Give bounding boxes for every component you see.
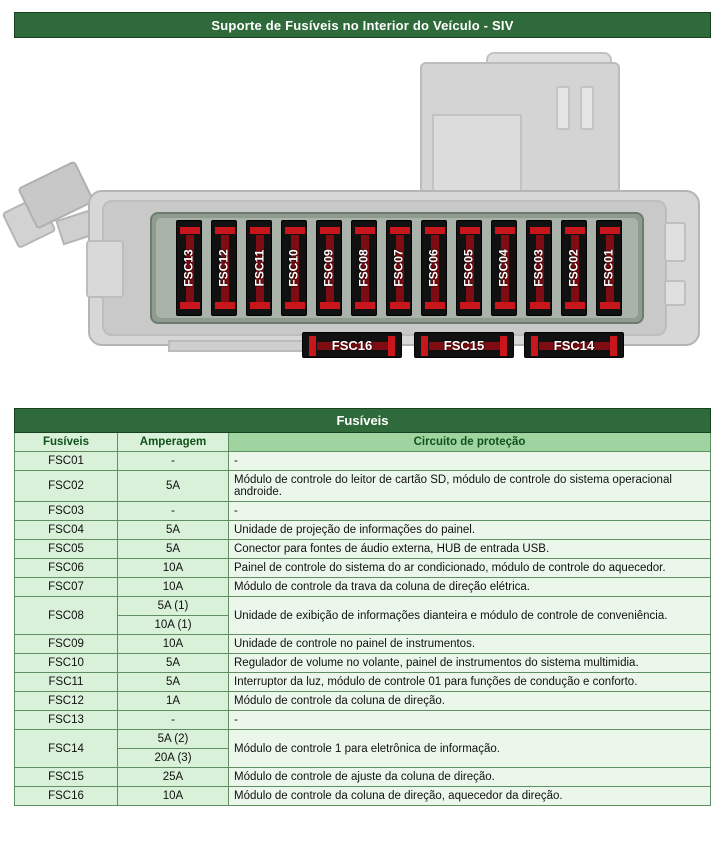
fuse-contact-top bbox=[425, 227, 445, 234]
fuse-fsc09[interactable] bbox=[316, 220, 342, 316]
cell-amperage: 5A bbox=[118, 540, 229, 559]
cell-amperage: 25A bbox=[118, 768, 229, 787]
cell-amperage: 10A bbox=[118, 635, 229, 654]
cell-fuse: FSC15 bbox=[15, 768, 118, 787]
fuse-contact-bottom bbox=[285, 302, 305, 309]
cell-fuse: FSC07 bbox=[15, 578, 118, 597]
fuse-contact-top bbox=[460, 227, 480, 234]
table-row bbox=[15, 768, 711, 787]
fuse-label: FSC14 bbox=[553, 337, 595, 353]
fuse-table-container bbox=[14, 408, 711, 806]
fuse-fsc01[interactable] bbox=[596, 220, 622, 316]
fuse-contact-top bbox=[215, 227, 235, 234]
cell-description: Módulo de controle de ajuste da coluna de direção. bbox=[229, 768, 711, 787]
fuse-label: FSC02 bbox=[567, 249, 582, 287]
table-row bbox=[15, 673, 711, 692]
fuse-label: FSC06 bbox=[427, 249, 442, 287]
cell-amperage: 5A bbox=[118, 673, 229, 692]
table-title: Fusíveis bbox=[15, 409, 711, 433]
fuse-contact-bottom bbox=[320, 302, 340, 309]
cell-amperage: 5A (2) bbox=[118, 730, 229, 749]
fuse-label: FSC07 bbox=[392, 249, 407, 287]
table-row bbox=[15, 692, 711, 711]
cell-fuse: FSC05 bbox=[15, 540, 118, 559]
fuse-fsc13[interactable] bbox=[176, 220, 202, 316]
column-header-fuse: Fusíveis bbox=[15, 433, 118, 452]
cell-description: Módulo de controle 1 para eletrônica de informação. bbox=[229, 730, 711, 768]
fuse-fsc08[interactable] bbox=[351, 220, 377, 316]
fuse-contact-left bbox=[309, 336, 316, 356]
fuse-contact-right bbox=[500, 336, 507, 356]
fuse-label: FSC05 bbox=[462, 249, 477, 287]
column-header-amperage: Amperagem bbox=[118, 433, 229, 452]
cell-amperage: 5A bbox=[118, 471, 229, 502]
fuse-label: FSC11 bbox=[252, 249, 266, 287]
table-header-row bbox=[15, 433, 711, 452]
fuse-label: FSC16 bbox=[331, 337, 373, 353]
cell-fuse: FSC13 bbox=[15, 711, 118, 730]
cell-amperage: 1A bbox=[118, 692, 229, 711]
cell-description: - bbox=[229, 452, 711, 471]
table-row bbox=[15, 540, 711, 559]
cell-description: Interruptor da luz, módulo de controle 01 para funções de condução e conforto. bbox=[229, 673, 711, 692]
fuse-contact-top bbox=[390, 227, 410, 234]
fuse-contact-top bbox=[565, 227, 585, 234]
column-header-circuit: Circuito de proteção bbox=[229, 433, 711, 452]
table-row bbox=[15, 730, 711, 749]
fuse-fsc16[interactable] bbox=[302, 332, 402, 358]
cell-amperage: - bbox=[118, 502, 229, 521]
cell-amperage: - bbox=[118, 452, 229, 471]
fuse-contact-top bbox=[495, 227, 515, 234]
fuse-contact-bottom bbox=[600, 302, 620, 309]
cell-fuse: FSC02 bbox=[15, 471, 118, 502]
table-row bbox=[15, 711, 711, 730]
holder-right-slot-lower bbox=[664, 280, 686, 306]
fuse-contact-bottom bbox=[495, 302, 515, 309]
fuse-contact-bottom bbox=[425, 302, 445, 309]
fuse-contact-top bbox=[355, 227, 375, 234]
cell-description: Módulo de controle da trava da coluna de direção elétrica. bbox=[229, 578, 711, 597]
holder-left-lug bbox=[86, 240, 124, 298]
fuse-contact-left bbox=[531, 336, 538, 356]
fuse-fsc10[interactable] bbox=[281, 220, 307, 316]
connector-tab-left bbox=[556, 86, 570, 130]
fuse-fsc15[interactable] bbox=[414, 332, 514, 358]
fuse-contact-bottom bbox=[180, 302, 200, 309]
fuse-label: FSC08 bbox=[357, 249, 372, 287]
cell-amperage: 10A bbox=[118, 578, 229, 597]
fuse-contact-top bbox=[320, 227, 340, 234]
fuse-holder-diagram bbox=[0, 44, 725, 394]
cell-amperage: 5A (1) bbox=[118, 597, 229, 616]
table-row bbox=[15, 502, 711, 521]
cell-amperage: - bbox=[118, 711, 229, 730]
cell-description: Unidade de exibição de informações dianteira e módulo de controle de conveniência. bbox=[229, 597, 711, 635]
fuse-contact-bottom bbox=[565, 302, 585, 309]
table-row bbox=[15, 597, 711, 616]
table-row bbox=[15, 452, 711, 471]
fuse-label: FSC10 bbox=[287, 249, 302, 287]
table-row bbox=[15, 521, 711, 540]
table-row bbox=[15, 787, 711, 806]
table-title-row bbox=[15, 409, 711, 433]
fuse-fsc14[interactable] bbox=[524, 332, 624, 358]
fuse-fsc07[interactable] bbox=[386, 220, 412, 316]
holder-bottom-notch bbox=[168, 340, 318, 352]
cell-fuse: FSC11 bbox=[15, 673, 118, 692]
fuse-fsc02[interactable] bbox=[561, 220, 587, 316]
fuse-label: FSC12 bbox=[217, 249, 232, 287]
fuse-label: FSC09 bbox=[322, 249, 337, 287]
fuse-label: FSC04 bbox=[497, 249, 512, 287]
table-row bbox=[15, 654, 711, 673]
cell-fuse: FSC01 bbox=[15, 452, 118, 471]
fuse-contact-top bbox=[530, 227, 550, 234]
fuse-contact-top bbox=[180, 227, 200, 234]
cell-fuse: FSC12 bbox=[15, 692, 118, 711]
fuse-contact-top bbox=[285, 227, 305, 234]
table-row bbox=[15, 559, 711, 578]
holder-right-slot-upper bbox=[664, 222, 686, 262]
cell-description: Módulo de controle da coluna de direção. bbox=[229, 692, 711, 711]
fuse-fsc12[interactable] bbox=[211, 220, 237, 316]
cell-amperage: 5A bbox=[118, 654, 229, 673]
cell-description: Unidade de projeção de informações do painel. bbox=[229, 521, 711, 540]
cell-amperage: 10A bbox=[118, 559, 229, 578]
cell-fuse: FSC16 bbox=[15, 787, 118, 806]
fuse-fsc04[interactable] bbox=[491, 220, 517, 316]
cell-description: Painel de controle do sistema do ar condicionado, módulo de controle do aquecedor. bbox=[229, 559, 711, 578]
fuse-contact-bottom bbox=[390, 302, 410, 309]
fuse-contact-bottom bbox=[355, 302, 375, 309]
cell-description: - bbox=[229, 711, 711, 730]
fuse-contact-right bbox=[610, 336, 617, 356]
fuse-contact-right bbox=[388, 336, 395, 356]
cell-fuse: FSC10 bbox=[15, 654, 118, 673]
cell-fuse: FSC08 bbox=[15, 597, 118, 635]
cell-description: - bbox=[229, 502, 711, 521]
cell-fuse: FSC14 bbox=[15, 730, 118, 768]
cell-fuse: FSC09 bbox=[15, 635, 118, 654]
fuse-contact-bottom bbox=[460, 302, 480, 309]
cell-fuse: FSC04 bbox=[15, 521, 118, 540]
cell-fuse: FSC06 bbox=[15, 559, 118, 578]
fuse-table bbox=[14, 408, 711, 806]
cell-amperage: 10A bbox=[118, 787, 229, 806]
fuse-contact-bottom bbox=[250, 302, 270, 309]
cell-description: Unidade de controle no painel de instrumentos. bbox=[229, 635, 711, 654]
cell-description: Módulo de controle da coluna de direção, aquecedor da direção. bbox=[229, 787, 711, 806]
fuse-contact-top bbox=[600, 227, 620, 234]
cell-description: Regulador de volume no volante, painel de instrumentos do sistema multimidia. bbox=[229, 654, 711, 673]
fuse-fsc05[interactable] bbox=[456, 220, 482, 316]
connector-tab-right bbox=[580, 86, 594, 130]
fuse-fsc06[interactable] bbox=[421, 220, 447, 316]
table-row bbox=[15, 578, 711, 597]
cell-amperage-alt: 20A (3) bbox=[118, 749, 229, 768]
fuse-contact-left bbox=[421, 336, 428, 356]
fuse-contact-bottom bbox=[215, 302, 235, 309]
cell-fuse: FSC03 bbox=[15, 502, 118, 521]
fuse-label: FSC15 bbox=[443, 337, 485, 353]
page-title: Suporte de Fusíveis no Interior do Veículo - SIV bbox=[211, 17, 514, 33]
table-row bbox=[15, 471, 711, 502]
cell-amperage-alt: 10A (1) bbox=[118, 616, 229, 635]
fuse-fsc03[interactable] bbox=[526, 220, 552, 316]
fuse-label: FSC03 bbox=[532, 249, 547, 287]
cell-description: Conector para fontes de áudio externa, HUB de entrada USB. bbox=[229, 540, 711, 559]
page-title-banner bbox=[14, 12, 711, 38]
fuse-fsc11[interactable] bbox=[246, 220, 272, 316]
cell-description: Módulo de controle do leitor de cartão SD, módulo de controle do sistema operacional androide. bbox=[229, 471, 711, 502]
fuse-label: FSC01 bbox=[602, 249, 617, 287]
fuse-contact-bottom bbox=[530, 302, 550, 309]
fuse-label: FSC13 bbox=[182, 249, 197, 287]
cell-amperage: 5A bbox=[118, 521, 229, 540]
table-row bbox=[15, 635, 711, 654]
fuse-contact-top bbox=[250, 227, 270, 234]
